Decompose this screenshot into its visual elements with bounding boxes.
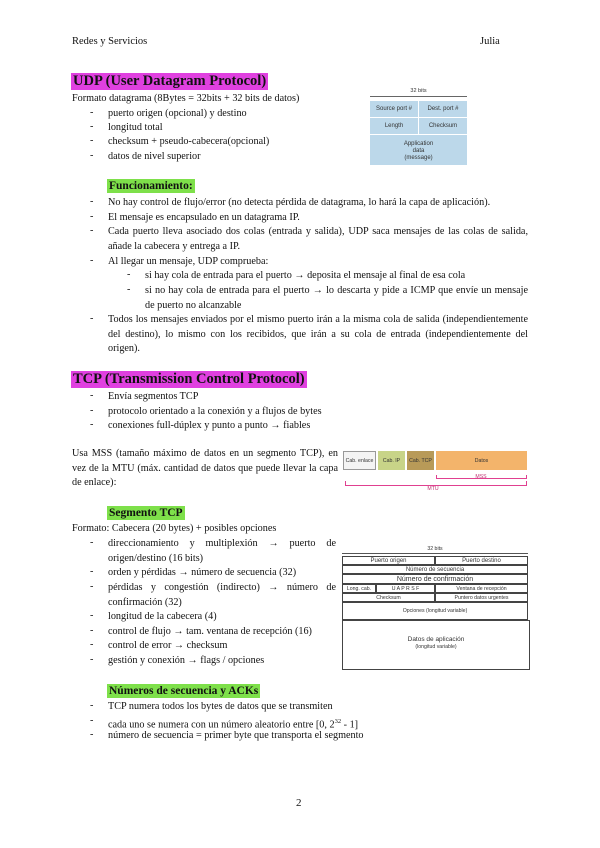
bullet-dash: - [90, 196, 94, 207]
tcp-title: TCP (Transmission Control Protocol) [73, 371, 305, 387]
bullet-dash: - [90, 610, 94, 621]
options-field: Opciones (longitud variable) [342, 602, 528, 620]
list-item: El mensaje es encapsulado en un datagrama IP. [108, 212, 300, 223]
dst-port-field: Dest. port # [419, 101, 467, 117]
bullet-dash: - [127, 284, 131, 295]
src-port-field: Source port # [370, 101, 418, 117]
list-item: Todos los mensajes enviados por el mismo puerto irán a la misma cola de salida (independientemente del destino), lo mismo con los recibidos, que irán a su cola de entrada (independientemente del origen). [108, 314, 528, 355]
header-author: Julia [480, 36, 500, 47]
list-item: direccionamiento y multiplexión → puerto de origen/destino (16 bits) [108, 538, 336, 564]
list-subitem: si no hay cola de entrada para el puerto → lo descarta y pide a ICMP que envíe un mensaje de puerto no alcanzable [145, 285, 528, 311]
bullet-dash: - [90, 566, 94, 577]
list-item-text: cada uno se numera con un número aleatorio entre [0, 2 [108, 719, 335, 731]
link-header-block: Cab. enlace [343, 451, 376, 470]
mss-figure [343, 451, 527, 493]
app-data-line: Application [403, 140, 434, 147]
src-port-field: Puerto origen [342, 556, 435, 565]
app-data-field [370, 135, 467, 165]
width-label: 32 bits [410, 87, 427, 94]
list-item: protocolo orientado a la conexión y a flujos de bytes [108, 406, 322, 417]
bullet-dash: - [90, 390, 94, 401]
list-item: puerto origen (opcional) y destino [108, 108, 247, 119]
list-item: conexiones full-dúplex y punto a punto → fiables [108, 420, 311, 431]
list-item: pérdidas y congestión (indirecto) → número de confirmación (32) [108, 582, 336, 608]
exponent: 32 [334, 718, 342, 725]
bullet-dash: - [127, 269, 131, 280]
list-item: Al llegar un mensaje, UDP comprueba: [108, 256, 269, 267]
bullet-dash: - [90, 313, 94, 324]
list-item: control de flujo → tam. ventana de recepción (16) [108, 626, 312, 637]
mss-label: MSS [475, 473, 487, 480]
bullet-dash: - [90, 639, 94, 650]
bullet-dash: - [90, 700, 94, 711]
data-block: Datos [436, 451, 527, 470]
checksum-field: Checksum [342, 593, 435, 602]
bullet-dash: - [90, 135, 94, 146]
list-item: TCP numera todos los bytes de datos que se transmiten [108, 701, 333, 712]
app-data-line: Datos de aplicación [407, 635, 465, 643]
app-data-field [342, 620, 530, 670]
list-item: Cada puerto lleva asociado dos colas (entrada y salida), UDP saca mensajes de las colas de salida, añade la cabecera y entrega a IP. [108, 226, 528, 252]
bullet-dash: - [90, 121, 94, 132]
bullet-dash: - [90, 729, 94, 740]
udp-format: Formato datagrama (8Bytes = 32bits + 32 bits de datos) [72, 93, 300, 104]
tcp-segment-figure [342, 545, 528, 668]
urgent-pointer-field: Puntero datos urgentes [435, 593, 528, 602]
width-arrow [342, 553, 528, 554]
list-item: control de error → checksum [108, 640, 228, 651]
bullet-dash: - [90, 654, 94, 665]
list-item: longitud total [108, 122, 163, 133]
segment-title: Segmento TCP [109, 507, 183, 519]
udp-func-title: Funcionamiento: [109, 180, 193, 192]
app-data-line: (message) [404, 154, 433, 161]
bullet-dash: - [90, 581, 94, 592]
app-data-line: (longitud variable) [415, 643, 457, 650]
app-data-line: data [412, 147, 425, 154]
list-item: número de secuencia = primer byte que transporta el segmento [108, 730, 364, 741]
header-course: Redes y Servicios [72, 36, 148, 47]
segment-format: Formato: Cabecera (20 bytes) + posibles opciones [72, 523, 277, 534]
udp-datagram-figure [370, 86, 467, 180]
seq-number-field: Número de secuencia [342, 565, 528, 574]
checksum-field: Checksum [419, 118, 467, 134]
bullet-dash: - [90, 211, 94, 222]
page-number: 2 [296, 797, 302, 809]
list-item: orden y pérdidas → número de secuencia (32) [108, 567, 297, 578]
window-field: Ventana de recepción [435, 584, 528, 593]
seq-ack-title: Números de secuencia y ACKs [109, 685, 259, 697]
width-label: 32 bits [427, 546, 443, 552]
bullet-dash: - [90, 405, 94, 416]
dst-port-field: Puerto destino [435, 556, 528, 565]
bullet-dash: - [90, 255, 94, 266]
udp-title: UDP (User Datagram Protocol) [73, 73, 267, 89]
bullet-dash: - [90, 715, 94, 726]
list-item: Envía segmentos TCP [108, 391, 199, 402]
list-subitem: si hay cola de entrada para el puerto → deposita el mensaje al final de esa cola [145, 270, 466, 281]
bullet-dash: - [90, 625, 94, 636]
list-item-tail: - 1] [341, 719, 359, 731]
flags-field: U A P R S F [376, 584, 435, 593]
mtu-label: MTU [427, 485, 439, 492]
ip-header-block: Cab. IP [378, 451, 405, 470]
bullet-dash: - [90, 419, 94, 430]
list-item: longitud de la cabecera (4) [108, 611, 217, 622]
list-item: checksum + pseudo-cabecera(opcional) [108, 136, 270, 147]
bullet-dash: - [90, 225, 94, 236]
length-field: Length [370, 118, 418, 134]
list-item: gestión y conexión → flags / opciones [108, 655, 265, 666]
bullet-dash: - [90, 537, 94, 548]
bullet-dash: - [90, 150, 94, 161]
list-item: No hay control de flujo/error (no detecta pérdida de datagrama, lo hará la capa de aplicación). [108, 197, 491, 208]
width-arrow [370, 96, 467, 97]
bullet-dash: - [90, 107, 94, 118]
list-item: datos de nivel superior [108, 151, 201, 162]
ack-number-field: Número de confirmación [342, 574, 528, 584]
mss-paragraph: Usa MSS (tamaño máximo de datos en un segmento TCP), en vez de la MTU (máx. cantidad de datos que puede llevar la capa de enlace): [72, 448, 338, 489]
header-length-field: Long. cab. [342, 584, 376, 593]
tcp-header-block: Cab. TCP [407, 451, 434, 470]
